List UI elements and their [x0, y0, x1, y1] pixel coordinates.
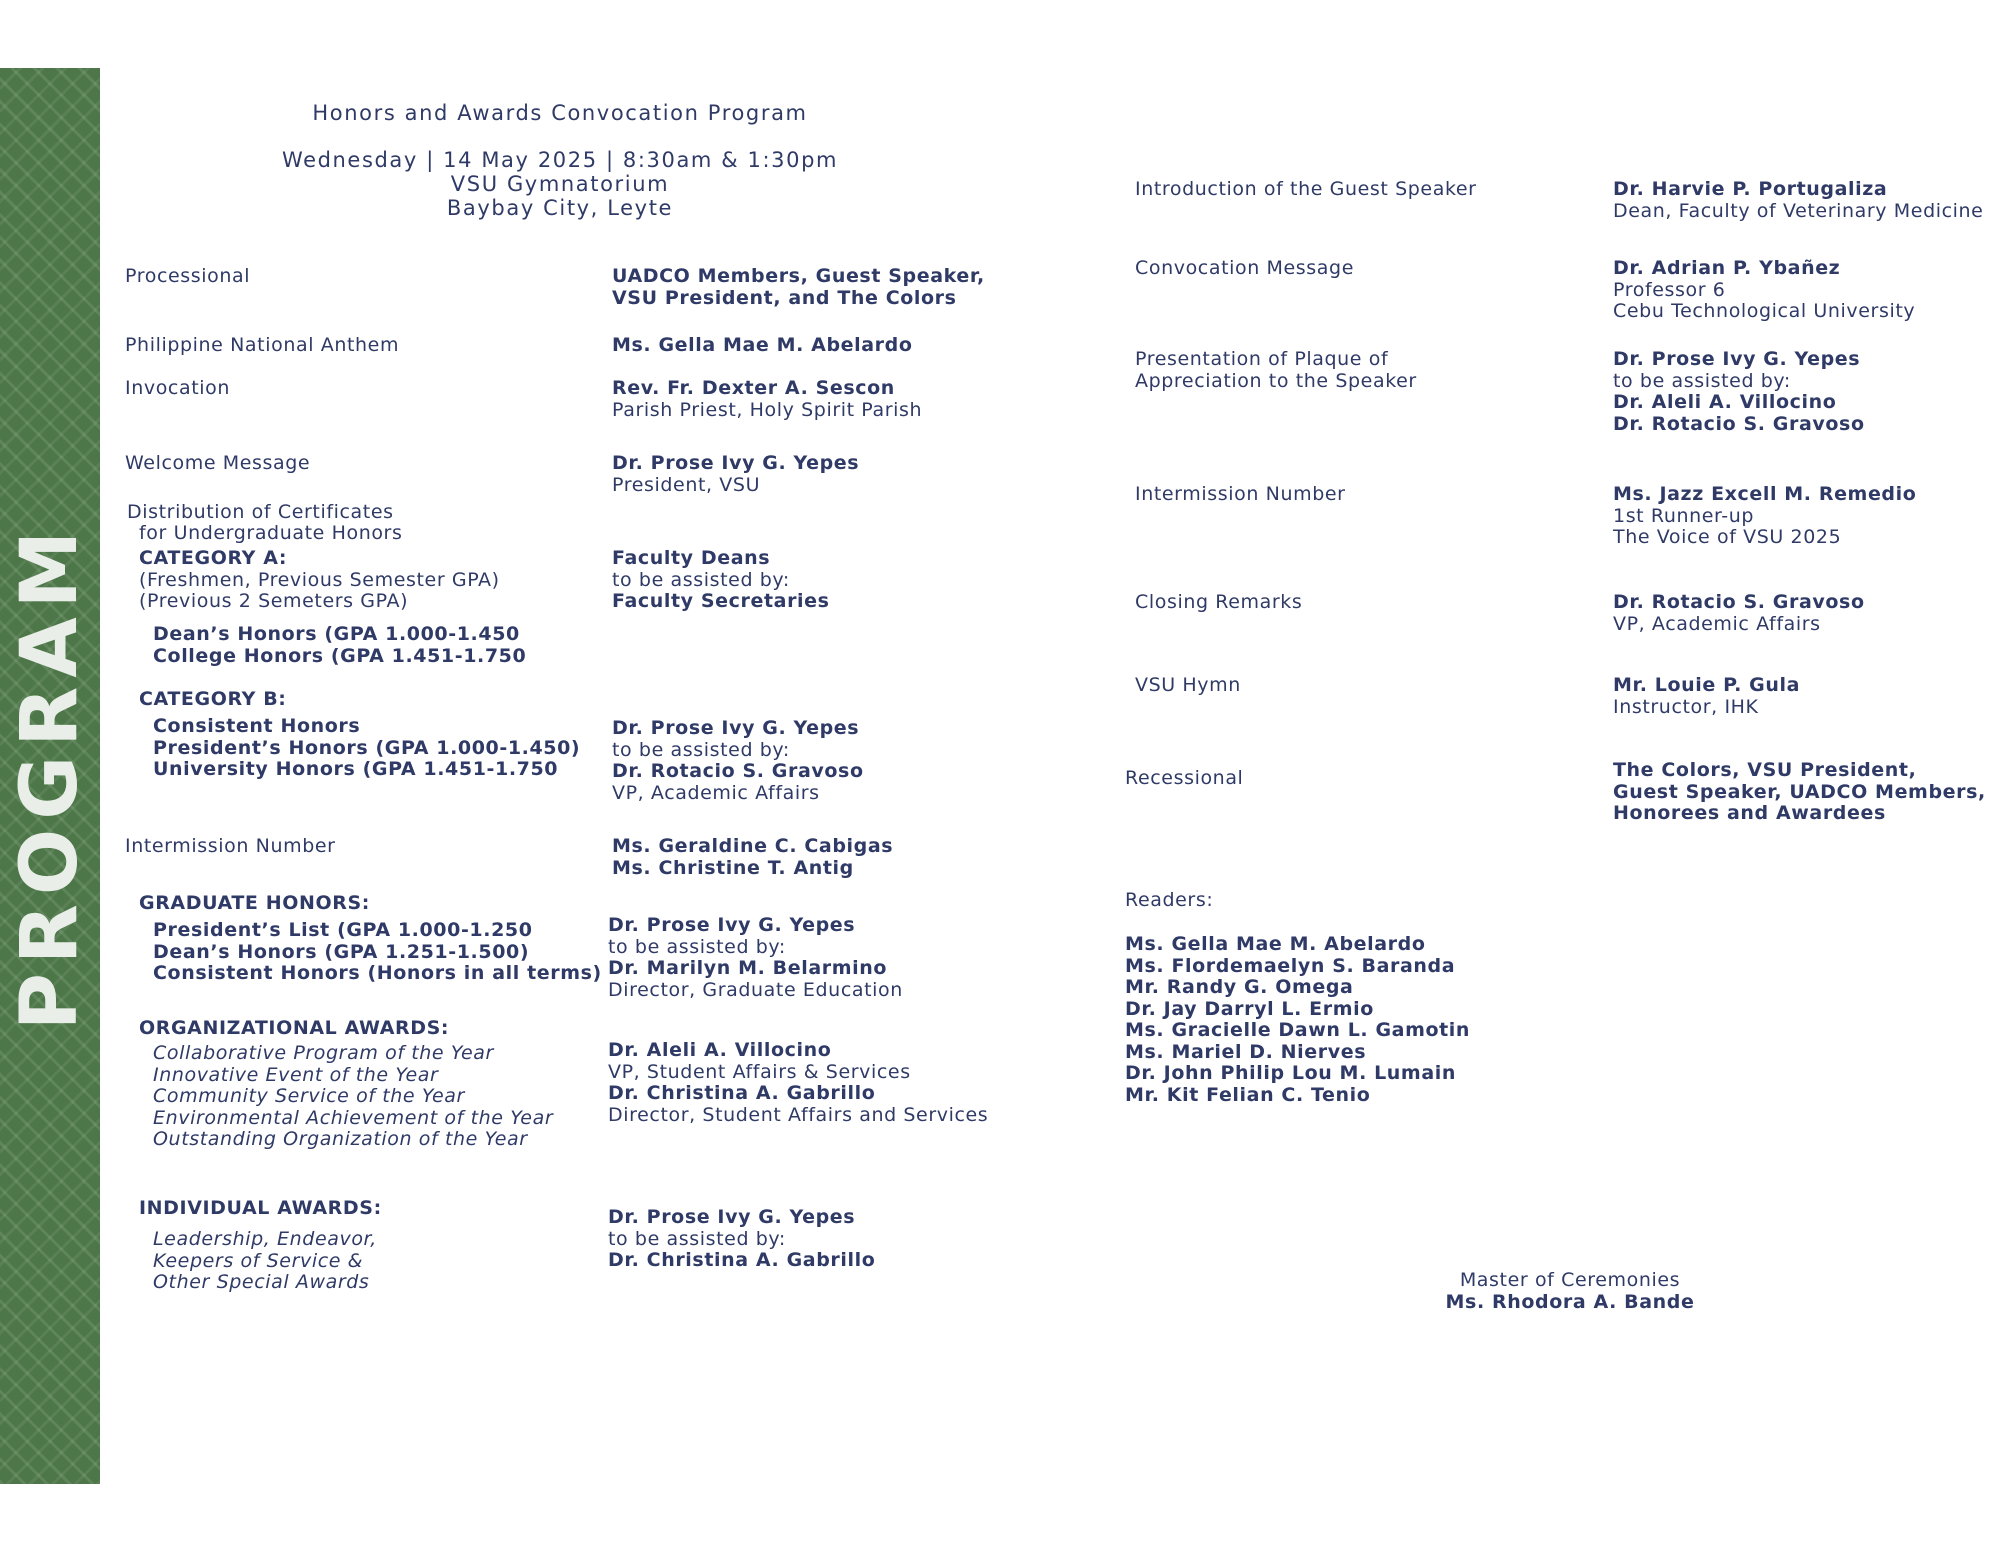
- reader-name: Mr. Randy G. Omega: [1125, 976, 1354, 998]
- recessional-label: Recessional: [1125, 767, 1244, 789]
- plaque-label-line: Presentation of Plaque of: [1135, 348, 1389, 370]
- organizational-item: Community Service of the Year: [153, 1085, 465, 1107]
- distribution-sublabel: for Undergraduate Honors: [139, 522, 403, 544]
- category-a-assistant: Faculty Secretaries: [612, 590, 830, 612]
- intermission-right-name: Ms. Jazz Excell M. Remedio: [1613, 483, 1917, 505]
- processional-label: Processional: [125, 265, 251, 287]
- processional-names: [612, 266, 985, 309]
- reader-name: Mr. Kit Felian C. Tenio: [1125, 1083, 1371, 1106]
- distribution-label: Distribution of Certificates: [127, 501, 394, 523]
- master-of-ceremonies: [1410, 1270, 1730, 1313]
- recessional-name-line: Guest Speaker, UADCO Members,: [1613, 780, 1986, 803]
- event-date: Wednesday | 14 May 2025 | 8:30am & 1:30pm: [281, 148, 839, 172]
- processional-name-line: UADCO Members, Guest Speaker,: [612, 265, 985, 287]
- message-title: Professor 6: [1613, 278, 1726, 301]
- recessional-name-line: The Colors, VSU President,: [1613, 759, 1917, 781]
- intermission-right-title: The Voice of VSU 2025: [1613, 526, 1842, 548]
- graduate-item: President’s List (GPA 1.000-1.250: [153, 919, 533, 941]
- organizational-items: [153, 1043, 553, 1151]
- invocation-name: Rev. Fr. Dexter A. Sescon: [612, 377, 895, 399]
- reader-name: Ms. Gracielle Dawn L. Gamotin: [1125, 1019, 1471, 1041]
- sidebar-banner: [0, 68, 100, 1484]
- mc-name: Ms. Rhodora A. Bande: [1445, 1290, 1695, 1313]
- intro-presenter: [1613, 179, 1983, 222]
- plaque-assist: to be assisted by:: [1613, 369, 1791, 392]
- plaque-assistant: Dr. Rotacio S. Gravoso: [1613, 412, 1865, 435]
- category-b-assistant-title: VP, Academic Affairs: [612, 781, 820, 804]
- event-venue: VSU Gymnatorium: [450, 172, 670, 196]
- category-b-assistant: Dr. Rotacio S. Gravoso: [612, 760, 864, 782]
- graduate-item: Dean’s Honors (GPA 1.251-1.500): [153, 940, 530, 963]
- invocation-label: Invocation: [125, 377, 230, 399]
- welcome-title: President, VSU: [612, 473, 761, 496]
- mc-label: Master of Ceremonies: [1459, 1269, 1681, 1291]
- intermission-right-title: 1st Runner-up: [1613, 504, 1754, 527]
- category-b-item: President’s Honors (GPA 1.000-1.450): [153, 736, 581, 759]
- individual-items: [153, 1229, 377, 1294]
- intermission-left-name: Ms. Geraldine C. Cabigas: [612, 835, 894, 857]
- recessional-name-line: Honorees and Awardees: [1613, 802, 1886, 824]
- message-title: Cebu Technological University: [1613, 300, 1916, 322]
- individual-heading: INDIVIDUAL AWARDS:: [139, 1197, 382, 1219]
- category-a-item: College Honors (GPA 1.451-1.750: [153, 644, 527, 667]
- hymn-title: Instructor, IHK: [1613, 695, 1759, 718]
- message-name: Dr. Adrian P. Ybañez: [1613, 257, 1841, 279]
- category-b-items: [153, 716, 580, 781]
- anthem-name: Ms. Gella Mae M. Abelardo: [612, 334, 913, 356]
- welcome-presenter: [612, 453, 859, 496]
- category-b-heading: CATEGORY B:: [139, 688, 287, 710]
- intro-label: Introduction of the Guest Speaker: [1135, 178, 1477, 200]
- reader-name: Dr. Jay Darryl L. Ermio: [1125, 997, 1374, 1020]
- individual-assistant: Dr. Christina A. Gabrillo: [608, 1249, 876, 1271]
- graduate-assist: to be assisted by:: [608, 935, 786, 958]
- category-a-heading: CATEGORY A:: [139, 547, 288, 569]
- reader-name: Dr. John Philip Lou M. Lumain: [1125, 1062, 1456, 1084]
- organizational-presenters: [608, 1040, 988, 1126]
- invocation-presenter: [612, 378, 922, 421]
- plaque-name: Dr. Prose Ivy G. Yepes: [1613, 348, 1861, 370]
- event-city: Baybay City, Leyte: [446, 196, 674, 220]
- individual-item: Other Special Awards: [153, 1271, 370, 1293]
- organizational-presenter-title: Director, Student Affairs and Services: [608, 1103, 989, 1126]
- sidebar-title: PROGRAM: [5, 521, 95, 1031]
- plaque-assistant: Dr. Aleli A. Villocino: [1613, 391, 1837, 413]
- organizational-presenter: Dr. Aleli A. Villocino: [608, 1039, 832, 1061]
- category-b-item: University Honors (GPA 1.451-1.750: [153, 758, 559, 780]
- category-b-presenter: Dr. Prose Ivy G. Yepes: [612, 717, 860, 739]
- intermission-left-label: Intermission Number: [125, 835, 336, 857]
- intermission-right-presenter: [1613, 484, 1916, 549]
- hymn-presenter: [1613, 675, 1800, 718]
- category-a-item: Dean’s Honors (GPA 1.000-1.450: [153, 623, 520, 645]
- closing-label: Closing Remarks: [1135, 591, 1303, 613]
- readers-list: [1125, 934, 1470, 1106]
- graduate-assistant-title: Director, Graduate Education: [608, 978, 903, 1001]
- category-b-assist: to be assisted by:: [612, 738, 790, 761]
- organizational-heading: ORGANIZATIONAL AWARDS:: [139, 1017, 450, 1039]
- plaque-label: [1135, 349, 1417, 392]
- category-a-note: (Freshmen, Previous Semester GPA): [139, 568, 500, 591]
- organizational-item: Innovative Event of the Year: [153, 1063, 439, 1086]
- individual-presenters: [608, 1207, 875, 1272]
- category-a-note: (Previous 2 Semeters GPA): [139, 590, 409, 612]
- message-label: Convocation Message: [1135, 257, 1354, 279]
- category-a-presenter: Faculty Deans: [612, 547, 771, 569]
- intermission-right-label: Intermission Number: [1135, 483, 1346, 505]
- program-header: [260, 100, 860, 220]
- category-b-presenters: [612, 718, 864, 804]
- plaque-presenters: [1613, 349, 1865, 435]
- individual-item: Keepers of Service &: [153, 1249, 364, 1272]
- closing-presenter: [1613, 592, 1865, 635]
- program-title: Honors and Awards Convocation Program: [312, 101, 808, 125]
- closing-title: VP, Academic Affairs: [1613, 612, 1821, 635]
- category-a-items: [153, 624, 526, 667]
- intro-title: Dean, Faculty of Veterinary Medicine: [1613, 199, 1984, 222]
- recessional-names: [1613, 760, 1986, 825]
- individual-presenter: Dr. Prose Ivy G. Yepes: [608, 1206, 856, 1228]
- reader-name: Ms. Gella Mae M. Abelardo: [1125, 933, 1426, 955]
- reader-name: Ms. Mariel D. Nierves: [1125, 1040, 1367, 1063]
- graduate-item: Consistent Honors (Honors in all terms): [153, 962, 602, 984]
- graduate-items: [153, 920, 602, 985]
- individual-item: Leadership, Endeavor,: [153, 1228, 377, 1250]
- graduate-presenter: Dr. Prose Ivy G. Yepes: [608, 914, 856, 936]
- category-a-assist: to be assisted by:: [612, 568, 790, 591]
- welcome-name: Dr. Prose Ivy G. Yepes: [612, 452, 860, 474]
- individual-assist: to be assisted by:: [608, 1227, 786, 1250]
- reader-name: Ms. Flordemaelyn S. Baranda: [1125, 954, 1456, 977]
- readers-label: Readers:: [1125, 889, 1214, 911]
- category-a: [139, 548, 500, 613]
- category-a-presenters: [612, 548, 830, 613]
- graduate-heading: GRADUATE HONORS:: [139, 892, 370, 914]
- plaque-label-line: Appreciation to the Speaker: [1135, 369, 1417, 392]
- graduate-presenters: [608, 915, 903, 1001]
- closing-name: Dr. Rotacio S. Gravoso: [1613, 591, 1865, 613]
- intro-name: Dr. Harvie P. Portugaliza: [1613, 178, 1888, 200]
- organizational-presenter: Dr. Christina A. Gabrillo: [608, 1082, 876, 1104]
- message-presenter: [1613, 258, 1915, 323]
- processional-name-line: VSU President, and The Colors: [612, 286, 957, 309]
- graduate-assistant: Dr. Marilyn M. Belarmino: [608, 957, 888, 979]
- hymn-label: VSU Hymn: [1135, 674, 1241, 696]
- organizational-item: Outstanding Organization of the Year: [153, 1128, 528, 1150]
- welcome-label: Welcome Message: [125, 452, 311, 474]
- organizational-presenter-title: VP, Student Affairs & Services: [608, 1060, 911, 1083]
- anthem-label: Philippine National Anthem: [125, 334, 400, 356]
- category-b-item: Consistent Honors: [153, 715, 361, 737]
- invocation-title: Parish Priest, Holy Spirit Parish: [612, 398, 923, 421]
- intermission-left-names: [612, 836, 893, 879]
- organizational-item: Environmental Achievement of the Year: [153, 1106, 554, 1129]
- organizational-item: Collaborative Program of the Year: [153, 1042, 494, 1064]
- intermission-left-name: Ms. Christine T. Antig: [612, 856, 854, 879]
- hymn-name: Mr. Louie P. Gula: [1613, 674, 1801, 696]
